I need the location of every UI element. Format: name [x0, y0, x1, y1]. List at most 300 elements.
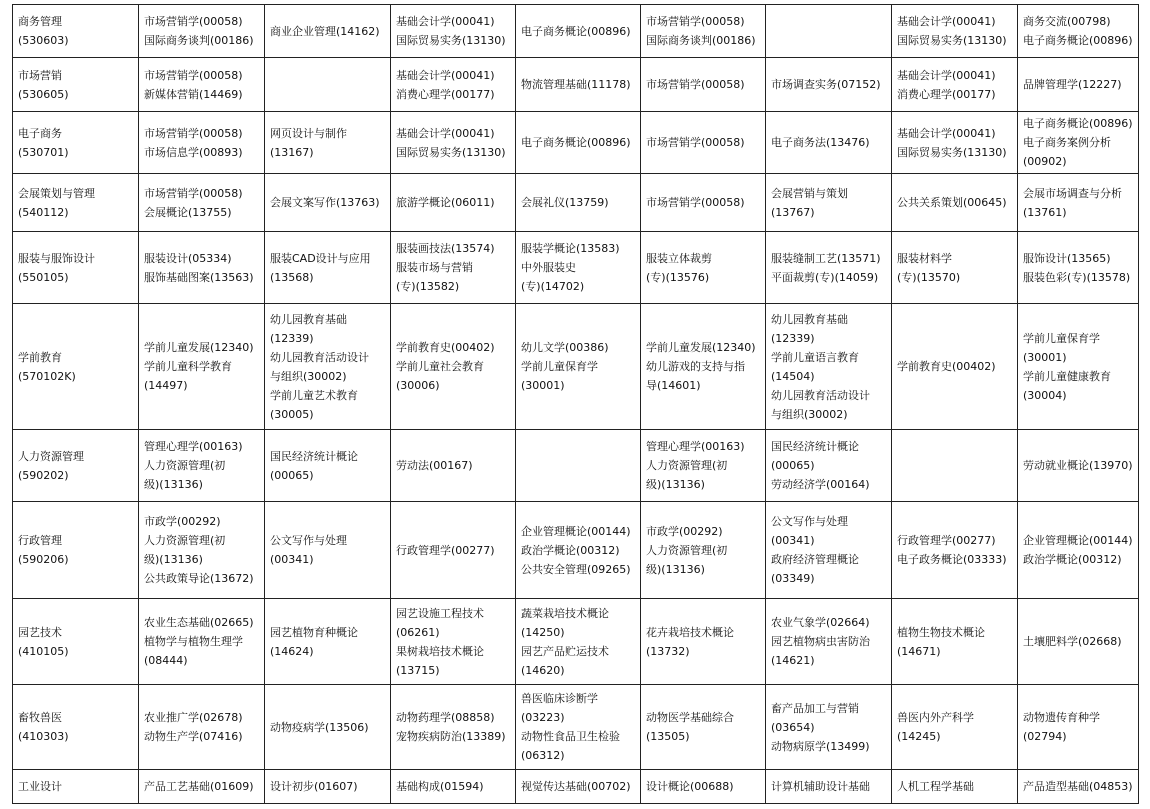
course-text: 公文写作与处理 — [771, 515, 848, 528]
course-text: 学前儿童社会教育 — [396, 360, 484, 373]
course-text: 电子商务概论(00896) — [1023, 117, 1133, 130]
course-cell — [265, 112, 391, 174]
course-cell — [391, 5, 516, 58]
course-cell — [516, 430, 641, 502]
major-name-cell — [13, 58, 139, 112]
course-text: 新媒体营销(14469) — [144, 87, 243, 101]
course-text: 植物学与植物生理学 — [144, 635, 243, 648]
course-text: (12339) — [771, 331, 815, 345]
course-cell — [641, 58, 766, 112]
course-cell — [641, 174, 766, 232]
course-text: 电子商务概论(00896) — [521, 24, 631, 38]
course-text: 基础会计学(00041) — [897, 15, 996, 28]
course-cell — [139, 232, 265, 304]
table-row — [13, 112, 1139, 174]
course-text: (13167) — [270, 145, 314, 159]
major-text: 人力资源管理 — [18, 449, 84, 463]
course-cell — [766, 685, 892, 770]
course-cell — [391, 304, 516, 430]
course-text: 电子政务概论(03333) — [897, 553, 1007, 566]
course-text: 基础会计学(00041) — [897, 126, 996, 140]
major-name-cell — [13, 232, 139, 304]
major-name-cell — [13, 685, 139, 770]
course-cell — [1018, 770, 1139, 804]
course-text: 畜产品加工与营销 — [771, 701, 859, 715]
course-text: (06312) — [521, 749, 565, 762]
major-name-cell — [13, 304, 139, 430]
major-text: 畜牧兽医 — [18, 711, 62, 724]
course-text: 公共安全管理(09265) — [521, 562, 631, 576]
course-cell — [1018, 58, 1139, 112]
course-text: 农业气象学(02664) — [771, 616, 870, 629]
course-text: 园艺植物育种概论 — [270, 625, 358, 639]
course-cell — [265, 502, 391, 599]
course-text: 兽医临床诊断学 — [521, 692, 598, 705]
course-text: 公共关系策划(00645) — [897, 196, 1007, 209]
course-text: (30001) — [1023, 350, 1067, 364]
course-cell — [1018, 112, 1139, 174]
course-text: 土壤肥料学(02668) — [1023, 635, 1122, 648]
course-cell — [892, 112, 1018, 174]
course-cell — [391, 685, 516, 770]
course-cell — [139, 112, 265, 174]
course-text: 服装画技法(13574) — [396, 242, 495, 255]
course-text: 园艺设施工程技术 — [396, 606, 484, 620]
major-text: 服装与服饰设计 — [18, 251, 95, 265]
course-cell — [641, 430, 766, 502]
course-text: 人力资源管理(初 — [646, 543, 728, 557]
course-cell — [766, 232, 892, 304]
course-text: 产品工艺基础(01609) — [144, 780, 254, 793]
course-text: (14250) — [521, 625, 565, 639]
major-name-cell — [13, 599, 139, 685]
course-text: 服装学概论(13583) — [521, 242, 620, 255]
course-text: 幼儿园教育基础 — [771, 312, 848, 326]
course-text: 国际贸易实务(13130) — [396, 34, 506, 47]
course-text: (14504) — [771, 369, 815, 383]
course-text: 服装材料学 — [897, 251, 952, 265]
course-cell — [516, 599, 641, 685]
course-text: 市场营销学(00058) — [646, 196, 745, 209]
course-text: 园艺产品贮运技术 — [521, 644, 609, 658]
course-text: 劳动法(00167) — [396, 459, 473, 472]
course-text: 植物生物技术概论 — [897, 625, 985, 639]
course-text: 级)(13136) — [646, 478, 705, 491]
course-cell — [516, 58, 641, 112]
table-row — [13, 174, 1139, 232]
major-text: 工业设计 — [18, 780, 62, 793]
course-text: 基础会计学(00041) — [396, 15, 495, 28]
course-text: 导(14601) — [646, 379, 701, 392]
course-text: 企业管理概论(00144) — [521, 524, 631, 538]
course-text: 物流管理基础(11178) — [521, 78, 631, 91]
course-text: 市政学(00292) — [144, 515, 221, 528]
course-text: (13568) — [270, 270, 314, 284]
major-text: 行政管理 — [18, 534, 62, 547]
course-cell — [641, 502, 766, 599]
course-text: (00341) — [270, 553, 314, 566]
course-text: 服装设计(05334) — [144, 251, 232, 265]
course-cell — [1018, 232, 1139, 304]
course-cell — [892, 174, 1018, 232]
course-cell — [1018, 599, 1139, 685]
course-cell — [516, 5, 641, 58]
course-text: 国际商务谈判(00186) — [144, 34, 254, 47]
course-cell — [139, 58, 265, 112]
major-text: 园艺技术 — [18, 625, 62, 639]
course-text: (30004) — [1023, 388, 1067, 402]
course-text: 基础构成(01594) — [396, 780, 484, 793]
course-cell — [1018, 430, 1139, 502]
course-text: 国民经济统计概论 — [771, 440, 859, 453]
course-text: 市政学(00292) — [646, 524, 723, 538]
course-cell — [391, 599, 516, 685]
table-row — [13, 770, 1139, 804]
major-name-cell — [13, 430, 139, 502]
course-cell — [265, 58, 391, 112]
course-text: 市场营销学(00058) — [144, 126, 243, 140]
course-text: 商务交流(00798) — [1023, 15, 1111, 28]
course-cell — [391, 112, 516, 174]
course-text: 学前儿童发展(12340) — [646, 341, 756, 354]
course-text: 动物药理学(08858) — [396, 711, 495, 724]
course-text: (专)(13576) — [646, 270, 710, 284]
course-cell — [766, 5, 892, 58]
course-text: (13767) — [771, 205, 815, 219]
course-cell — [641, 112, 766, 174]
course-text: 国际商务谈判(00186) — [646, 34, 756, 47]
course-text: 旅游学概论(06011) — [396, 196, 495, 209]
course-text: 人力资源管理(初 — [144, 534, 226, 547]
course-cell — [391, 430, 516, 502]
course-cell — [265, 232, 391, 304]
course-cell — [766, 58, 892, 112]
major-text: (590202) — [18, 468, 69, 482]
course-cell — [265, 5, 391, 58]
major-text: 电子商务 — [18, 126, 62, 140]
course-text: 学前教育史(00402) — [897, 360, 996, 373]
course-text: 级)(13136) — [144, 478, 203, 491]
course-cell — [892, 58, 1018, 112]
course-text: (30005) — [270, 407, 314, 421]
course-text: 市场营销学(00058) — [144, 68, 243, 82]
course-text: (14624) — [270, 644, 314, 658]
course-cell — [892, 685, 1018, 770]
course-cell — [139, 599, 265, 685]
major-text: (410303) — [18, 730, 69, 743]
table-row — [13, 304, 1139, 430]
course-text: 视觉传达基础(00702) — [521, 780, 631, 793]
course-text: 与组织(30002) — [771, 407, 848, 421]
course-cell — [766, 502, 892, 599]
course-cell — [516, 502, 641, 599]
course-text: 会展概论(13755) — [144, 205, 232, 219]
major-text: (540112) — [18, 205, 69, 219]
course-cell — [892, 599, 1018, 685]
course-cell — [641, 304, 766, 430]
course-cell — [139, 685, 265, 770]
course-text: 基础会计学(00041) — [396, 68, 495, 82]
course-text: 幼儿文学(00386) — [521, 341, 609, 354]
course-cell — [139, 770, 265, 804]
course-text: 国际贸易实务(13130) — [897, 34, 1007, 47]
course-text: 电子商务概论(00896) — [521, 136, 631, 149]
course-text: (06261) — [396, 625, 440, 639]
course-text: 国民经济统计概论 — [270, 449, 358, 463]
course-text: 学前儿童艺术教育 — [270, 388, 358, 402]
course-text: 计算机辅助设计基础 — [771, 780, 870, 793]
course-cell — [516, 685, 641, 770]
major-text: (530605) — [18, 87, 69, 101]
course-text: 人力资源管理(初 — [646, 459, 728, 472]
course-cell — [391, 232, 516, 304]
major-text: (590206) — [18, 553, 69, 566]
course-text: (03654) — [771, 720, 815, 734]
course-text: 服饰设计(13565) — [1023, 251, 1111, 265]
course-text: 学前儿童发展(12340) — [144, 341, 254, 354]
course-cell — [766, 304, 892, 430]
course-cell — [265, 174, 391, 232]
course-text: 劳动就业概论(13970) — [1023, 459, 1133, 472]
course-cell — [139, 502, 265, 599]
major-name-cell — [13, 502, 139, 599]
course-text: 国际贸易实务(13130) — [396, 145, 506, 159]
course-text: 动物性食品卫生检验 — [521, 730, 620, 743]
course-text: 公共政策导论(13672) — [144, 572, 254, 585]
course-text: (08444) — [144, 654, 188, 667]
course-text: 政治学概论(00312) — [1023, 553, 1122, 566]
course-text: 兽医内外产科学 — [897, 711, 974, 724]
table-row — [13, 232, 1139, 304]
course-cell — [766, 112, 892, 174]
course-cell — [641, 770, 766, 804]
course-cell — [391, 174, 516, 232]
course-cell — [1018, 685, 1139, 770]
course-cell — [391, 58, 516, 112]
course-cell — [1018, 304, 1139, 430]
course-text: 市场信息学(00893) — [144, 145, 243, 159]
course-cell — [516, 770, 641, 804]
course-text: 会展礼仪(13759) — [521, 196, 609, 209]
course-text: 果树栽培技术概论 — [396, 644, 484, 658]
major-text: (530603) — [18, 34, 69, 47]
course-cell — [892, 770, 1018, 804]
course-text: 动物疫病学(13506) — [270, 720, 369, 734]
course-text: 设计初步(01607) — [270, 780, 358, 793]
course-text: 消费心理学(00177) — [396, 87, 495, 101]
major-name-cell — [13, 5, 139, 58]
course-text: 市场营销学(00058) — [646, 136, 745, 149]
course-text: (00341) — [771, 534, 815, 547]
course-text: 动物医学基础综合 — [646, 711, 734, 724]
course-cell — [766, 770, 892, 804]
table-row — [13, 685, 1139, 770]
course-cell — [892, 5, 1018, 58]
course-cell — [265, 599, 391, 685]
course-text: (14620) — [521, 663, 565, 677]
curriculum-table — [12, 4, 1139, 804]
course-text: (30006) — [396, 379, 440, 392]
course-text: 幼儿游戏的支持与指 — [646, 360, 745, 373]
course-text: 国际贸易实务(13130) — [897, 145, 1007, 159]
table-row — [13, 430, 1139, 502]
course-text: 市场调查实务(07152) — [771, 78, 881, 91]
course-text: (12339) — [270, 331, 314, 345]
course-text: (00065) — [270, 468, 314, 482]
course-text: 网页设计与制作 — [270, 126, 347, 140]
course-cell — [641, 5, 766, 58]
table-row — [13, 58, 1139, 112]
course-cell — [139, 174, 265, 232]
course-text: (13761) — [1023, 205, 1067, 219]
course-text: 农业推广学(02678) — [144, 711, 243, 724]
course-cell — [892, 502, 1018, 599]
course-text: 宠物疾病防治(13389) — [396, 730, 506, 743]
course-text: 学前儿童语言教育 — [771, 350, 859, 364]
course-text: (专)(13582) — [396, 280, 460, 293]
course-text: (13505) — [646, 730, 690, 743]
major-name-cell — [13, 112, 139, 174]
course-cell — [265, 685, 391, 770]
course-text: (02794) — [1023, 730, 1067, 743]
table-row — [13, 5, 1139, 58]
major-text: 会展策划与管理 — [18, 186, 95, 200]
course-text: 级)(13136) — [646, 562, 705, 576]
course-text: (13715) — [396, 663, 440, 677]
course-text: 设计概论(00688) — [646, 780, 734, 793]
course-text: 产品造型基础(04853) — [1023, 780, 1133, 793]
major-name-cell — [13, 174, 139, 232]
course-text: 管理心理学(00163) — [646, 440, 745, 453]
course-text: 服饰基础图案(13563) — [144, 270, 254, 284]
course-text: 品牌管理学(12227) — [1023, 78, 1122, 91]
course-cell — [391, 502, 516, 599]
course-text: 商业企业管理(14162) — [270, 24, 380, 38]
course-cell — [139, 430, 265, 502]
course-text: 行政管理学(00277) — [897, 534, 996, 547]
course-cell — [1018, 174, 1139, 232]
course-text: 服装市场与营销 — [396, 261, 473, 274]
course-text: 会展营销与策划 — [771, 186, 848, 200]
course-cell — [766, 599, 892, 685]
course-text: 消费心理学(00177) — [897, 87, 996, 101]
course-text: 电子商务法(13476) — [771, 136, 870, 149]
course-text: 管理心理学(00163) — [144, 440, 243, 453]
course-text: 会展文案写作(13763) — [270, 196, 380, 209]
course-cell — [766, 174, 892, 232]
course-cell — [892, 232, 1018, 304]
course-text: (00065) — [771, 459, 815, 472]
course-text: (14621) — [771, 654, 815, 667]
course-text: 服装CAD设计与应用 — [270, 251, 371, 265]
course-text: 动物遗传育种学 — [1023, 711, 1100, 724]
course-text: 花卉栽培技术概论 — [646, 625, 734, 639]
table-row — [13, 502, 1139, 599]
course-text: 幼儿园教育活动设计 — [270, 350, 369, 364]
course-text: (03223) — [521, 711, 565, 724]
course-text: 蔬菜栽培技术概论 — [521, 606, 609, 620]
course-text: 公文写作与处理 — [270, 534, 347, 547]
major-text: 商务管理 — [18, 15, 62, 28]
major-text: (530701) — [18, 145, 69, 159]
table-row — [13, 599, 1139, 685]
course-text: 学前儿童保育学 — [521, 360, 598, 373]
course-cell — [265, 304, 391, 430]
major-text: 市场营销 — [18, 68, 62, 82]
course-cell — [265, 430, 391, 502]
course-text: 行政管理学(00277) — [396, 543, 495, 557]
course-text: 政府经济管理概论 — [771, 553, 859, 566]
major-text: (410105) — [18, 644, 69, 658]
course-cell — [391, 770, 516, 804]
course-text: 市场营销学(00058) — [144, 186, 243, 200]
course-text: 学前教育史(00402) — [396, 341, 495, 354]
course-text: (03349) — [771, 572, 815, 585]
course-text: 中外服装史 — [521, 261, 576, 274]
course-text: 基础会计学(00041) — [897, 68, 996, 82]
course-cell — [516, 232, 641, 304]
course-cell — [892, 304, 1018, 430]
course-text: 服装色彩(专)(13578) — [1023, 270, 1131, 284]
course-text: 学前儿童保育学 — [1023, 331, 1100, 345]
course-text: 电子商务概论(00896) — [1023, 34, 1133, 47]
course-text: 劳动经济学(00164) — [771, 478, 870, 491]
major-text: 学前教育 — [18, 350, 62, 364]
course-cell — [516, 112, 641, 174]
course-cell — [516, 304, 641, 430]
major-text: (570102K) — [18, 369, 76, 383]
curriculum-table-container — [12, 4, 1150, 809]
course-text: 服装立体裁剪 — [646, 251, 712, 265]
course-text: (00902) — [1023, 155, 1067, 168]
course-cell — [641, 599, 766, 685]
course-text: 人机工程学基础 — [897, 780, 974, 793]
course-cell — [516, 174, 641, 232]
course-text: 企业管理概论(00144) — [1023, 534, 1133, 547]
course-text: 农业生态基础(02665) — [144, 616, 254, 629]
course-cell — [641, 232, 766, 304]
page-left-margin — [0, 0, 12, 809]
course-cell — [641, 685, 766, 770]
course-cell — [766, 430, 892, 502]
course-text: 政治学概论(00312) — [521, 543, 620, 557]
course-cell — [265, 770, 391, 804]
course-text: 幼儿园教育基础 — [270, 312, 347, 326]
course-text: 动物病原学(13499) — [771, 739, 870, 753]
course-text: 会展市场调查与分析 — [1023, 186, 1122, 200]
major-name-cell — [13, 770, 139, 804]
course-text: 市场营销学(00058) — [144, 15, 243, 28]
course-cell — [892, 430, 1018, 502]
major-text: (550105) — [18, 270, 69, 284]
course-text: 幼儿园教育活动设计 — [771, 388, 870, 402]
course-text: (14671) — [897, 644, 941, 658]
course-cell — [1018, 5, 1139, 58]
course-text: 级)(13136) — [144, 553, 203, 566]
course-text: (专)(13570) — [897, 270, 961, 284]
course-text: 学前儿童科学教育 — [144, 360, 232, 373]
course-text: (14245) — [897, 730, 941, 743]
course-cell — [1018, 502, 1139, 599]
course-text: 学前儿童健康教育 — [1023, 369, 1111, 383]
course-text: 服装缝制工艺(13571) — [771, 251, 881, 265]
course-text: 与组织(30002) — [270, 369, 347, 383]
course-cell — [139, 304, 265, 430]
course-text: 人力资源管理(初 — [144, 459, 226, 472]
course-text: 园艺植物病虫害防治 — [771, 635, 870, 648]
course-text: 平面裁剪(专)(14059) — [771, 270, 879, 284]
course-text: 基础会计学(00041) — [396, 126, 495, 140]
